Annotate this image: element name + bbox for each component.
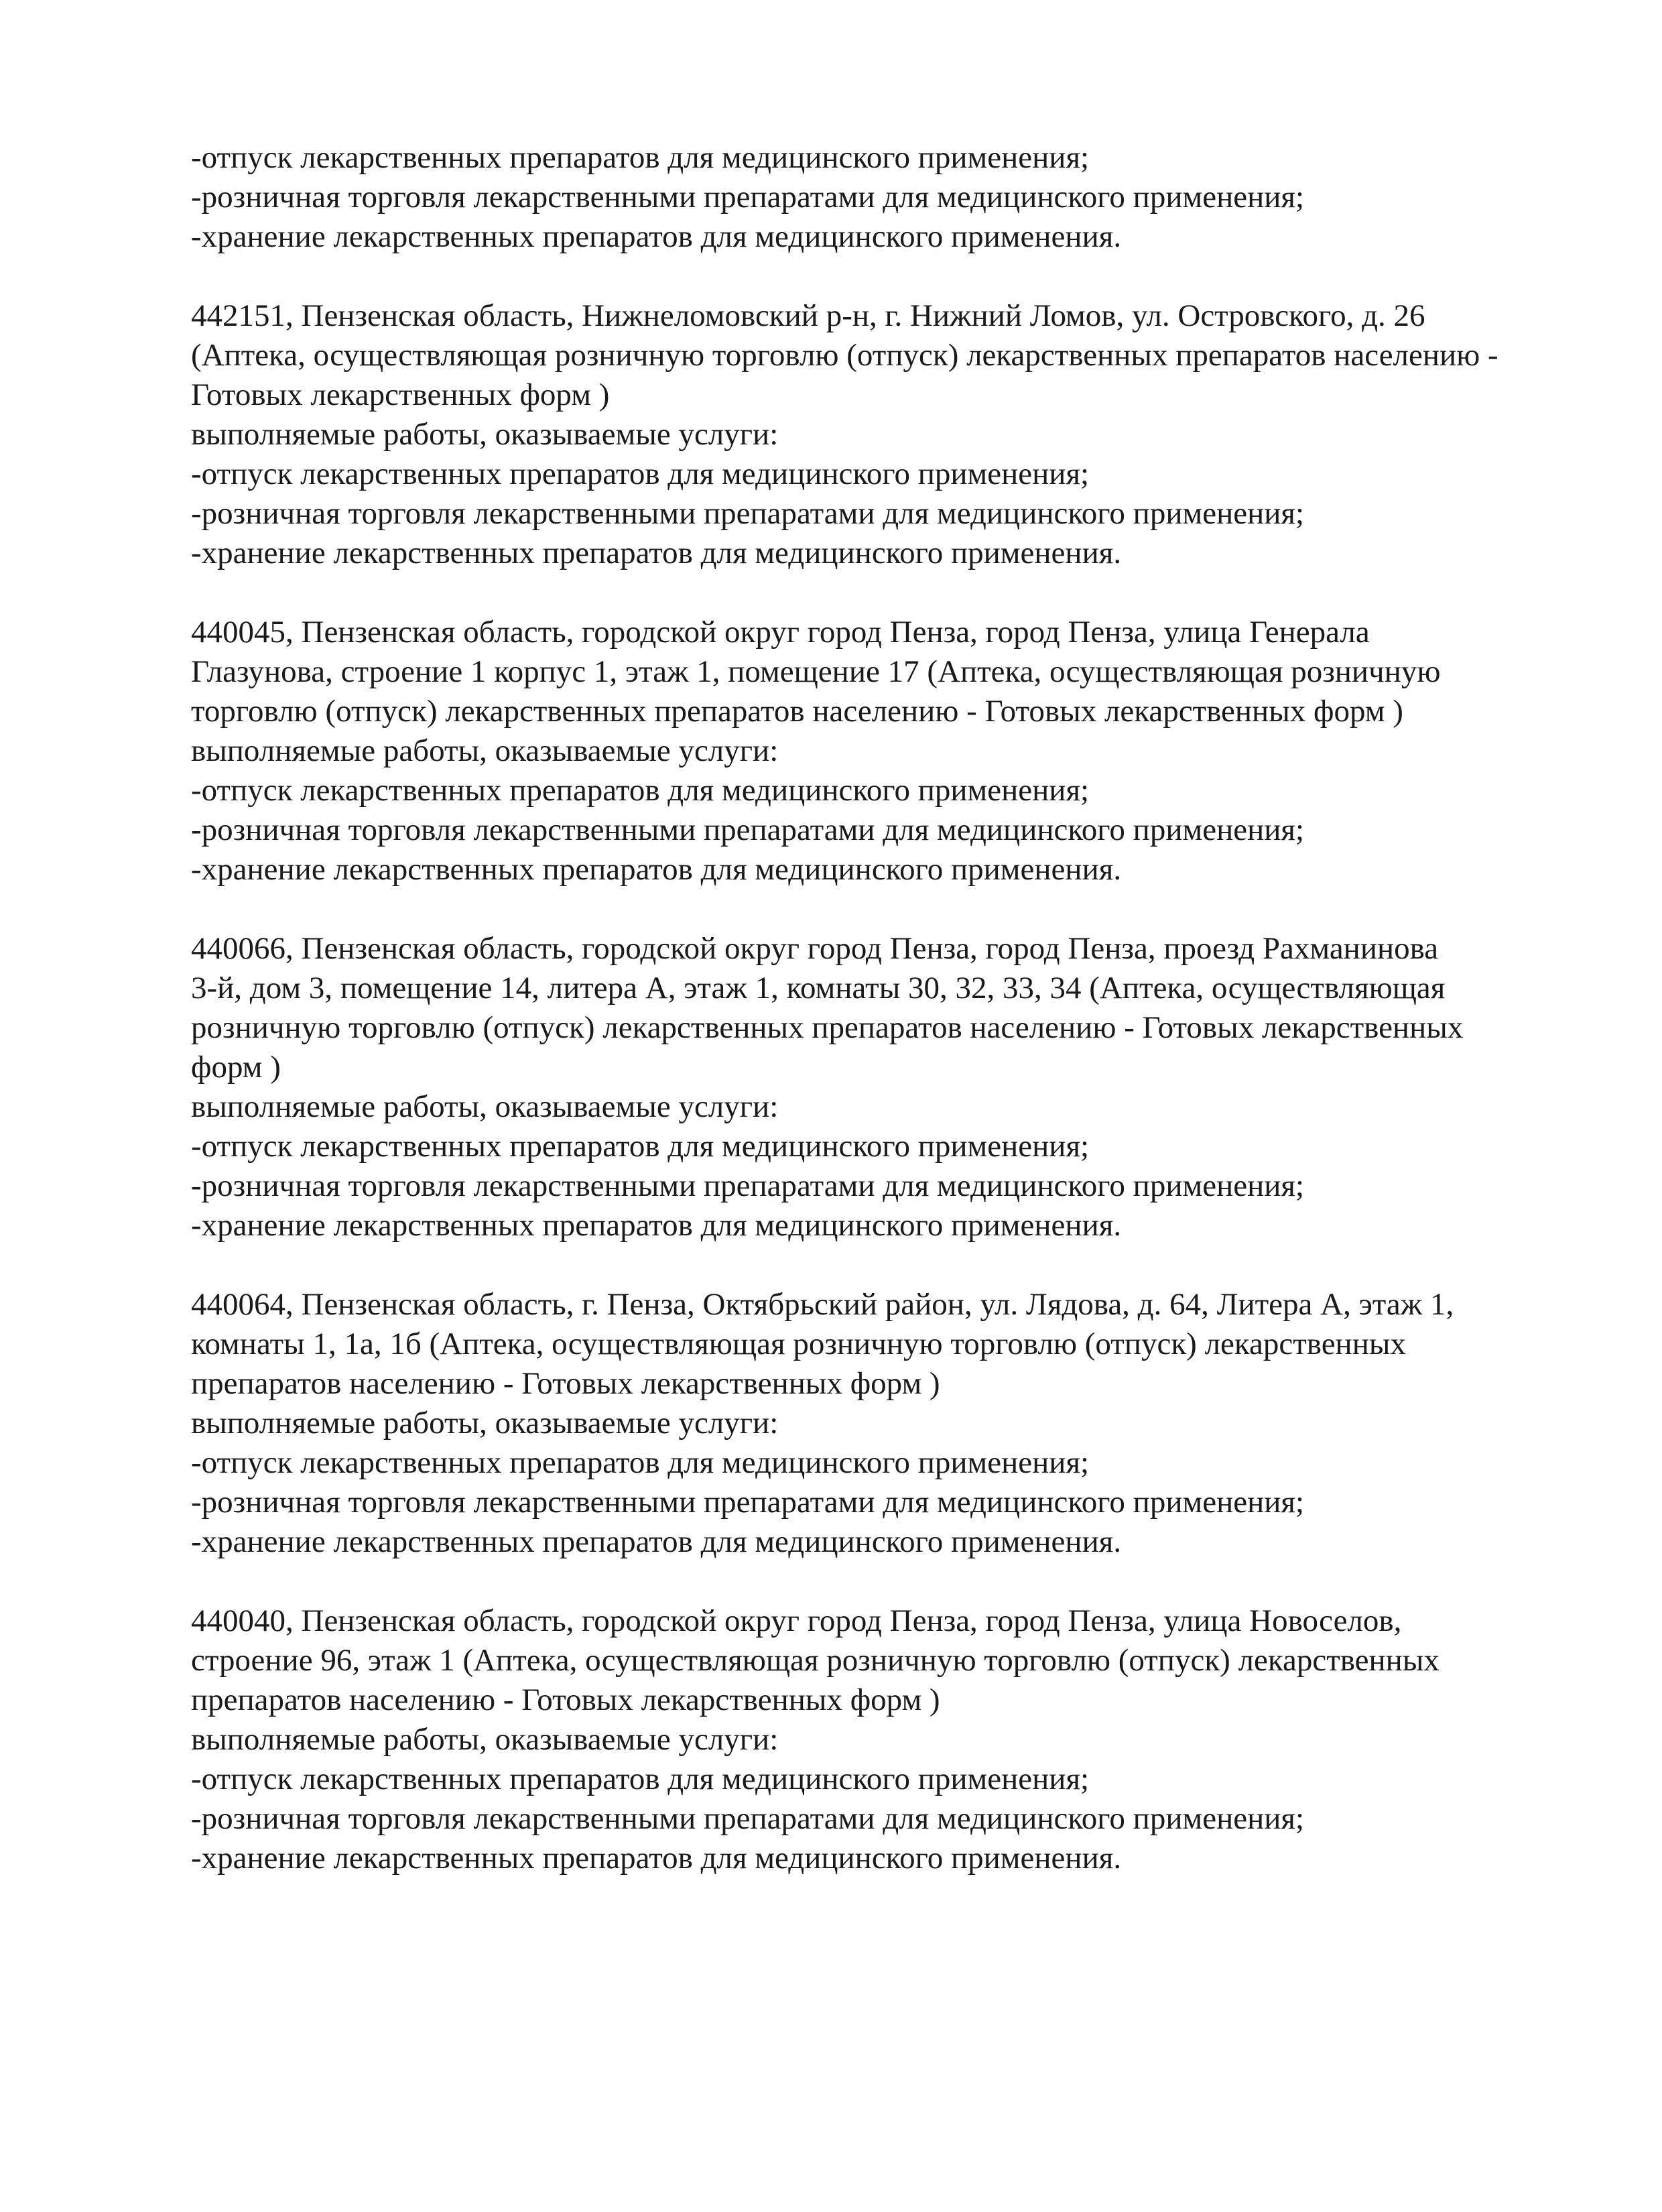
service-line: -хранение лекарственных препаратов для медицинского применения. (191, 219, 1122, 254)
services-heading: выполняемые работы, оказываемые услуги: (191, 1089, 779, 1124)
address-line: строение 96, этаж 1 (Аптека, осуществляющая розничную торговлю (отпуск) лекарственных (191, 1643, 1440, 1678)
address-line: 3-й, дом 3, помещение 14, литера А, этаж 1, комнаты 30, 32, 33, 34 (Аптека, осуществляющая (191, 971, 1446, 1005)
service-line: -розничная торговля лекарственными препаратами для медицинского применения; (191, 1485, 1305, 1520)
address-line: торговлю (отпуск) лекарственных препаратов населению - Готовых лекарственных форм ) (191, 694, 1403, 729)
service-line: -розничная торговля лекарственными препаратами для медицинского применения; (191, 180, 1305, 214)
address-line: 440045, Пензенская область, городской округ город Пенза, город Пенза, улица Генерала (191, 615, 1370, 650)
address-line: препаратов населению - Готовых лекарственных форм ) (191, 1366, 940, 1401)
address-line: 440064, Пензенская область, г. Пенза, Октябрьский район, ул. Лядова, д. 64, Литера А, этаж 1, (191, 1287, 1454, 1322)
service-line: -розничная торговля лекарственными препаратами для медицинского применения; (191, 812, 1305, 847)
address-line: форм ) (191, 1050, 281, 1085)
service-line: -розничная торговля лекарственными препаратами для медицинского применения; (191, 1801, 1305, 1836)
service-line: -хранение лекарственных препаратов для медицинского применения. (191, 1208, 1122, 1243)
service-line: -хранение лекарственных препаратов для медицинского применения. (191, 1841, 1122, 1876)
pharmacy-entry (191, 1285, 1558, 1562)
pharmacy-entry (191, 296, 1558, 573)
services-heading: выполняемые работы, оказываемые услуги: (191, 1722, 779, 1757)
service-line: -отпуск лекарственных препаратов для медицинского применения; (191, 140, 1090, 175)
service-line: -отпуск лекарственных препаратов для медицинского применения; (191, 1129, 1090, 1164)
service-line: -розничная торговля лекарственными препаратами для медицинского применения; (191, 496, 1305, 531)
address-line: 440040, Пензенская область, городской округ город Пенза, город Пенза, улица Новоселов, (191, 1603, 1402, 1638)
services-heading: выполняемые работы, оказываемые услуги: (191, 417, 779, 452)
service-line: -отпуск лекарственных препаратов для медицинского применения; (191, 1445, 1090, 1480)
pharmacy-entry (191, 613, 1558, 889)
document-content (191, 138, 1558, 1878)
address-line: комнаты 1, 1а, 1б (Аптека, осуществляющая розничную торговлю (отпуск) лекарственных (191, 1327, 1406, 1361)
service-line: -отпуск лекарственных препаратов для медицинского применения; (191, 773, 1090, 808)
service-line: -хранение лекарственных препаратов для медицинского применения. (191, 1524, 1122, 1559)
pharmacy-entry (191, 929, 1558, 1245)
address-line: Готовых лекарственных форм ) (191, 377, 610, 412)
pharmacy-entry (191, 1601, 1558, 1878)
services-heading: выполняемые работы, оказываемые услуги: (191, 1406, 779, 1440)
address-line: (Аптека, осуществляющая розничную торговлю (отпуск) лекарственных препаратов населению - (191, 338, 1498, 373)
address-line: розничную торговлю (отпуск) лекарственных препаратов населению - Готовых лекарственных (191, 1010, 1464, 1045)
service-line: -хранение лекарственных препаратов для медицинского применения. (191, 852, 1122, 887)
address-line: 442151, Пензенская область, Нижнеломовский р-н, г. Нижний Ломов, ул. Островского, д. 26 (191, 298, 1425, 333)
address-line: 440066, Пензенская область, городской округ город Пенза, город Пенза, проезд Рахманинова (191, 931, 1439, 966)
service-line: -отпуск лекарственных препаратов для медицинского применения; (191, 1762, 1090, 1796)
service-line: -розничная торговля лекарственными препаратами для медицинского применения; (191, 1168, 1305, 1203)
services-heading: выполняемые работы, оказываемые услуги: (191, 733, 779, 768)
address-line: Глазунова, строение 1 корпус 1, этаж 1, помещение 17 (Аптека, осуществляющая розничную (191, 654, 1441, 689)
intro-services-list (191, 138, 1558, 257)
service-line: -хранение лекарственных препаратов для медицинского применения. (191, 536, 1122, 570)
service-line: -отпуск лекарственных препаратов для медицинского применения; (191, 456, 1090, 491)
address-line: препаратов населению - Готовых лекарственных форм ) (191, 1682, 940, 1717)
